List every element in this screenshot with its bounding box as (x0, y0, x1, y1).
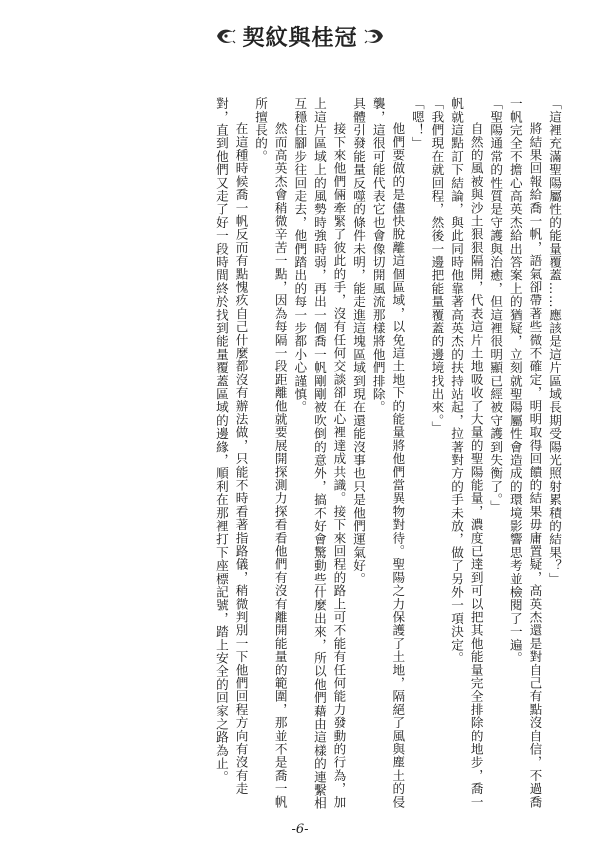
page-number: -6- (291, 822, 309, 837)
paragraph: 在這種時候喬一帆反而有點愧疚自己什麼都沒有辦法做，只能不時看著指路儀，稍微判別一下他們回程方向有沒有走對，直到他們又走了好一段時間終於找到能量覆蓋區域的邊緣，順利在那裡打下座標記號，踏上安全的回家之路為止。 (213, 97, 249, 796)
paragraph: 具體引發能量反噬的條件未明，能走進這塊區域到現在還能沒事也只是他們運氣好。 (351, 97, 367, 586)
book-title: 契紋與桂冠 (242, 24, 358, 51)
ornament-right-icon (364, 25, 386, 47)
header-title-group (214, 21, 385, 52)
paragraph: 「嗯！」 (409, 97, 425, 150)
page-header (0, 16, 600, 56)
page-body-text (211, 97, 564, 812)
paragraph: 然而高英杰會稍微辛苦一點，因為每隔一段距離他就要展開探測力探看看他們有沒有離開能量的範圍，那並不是喬一帆所擅長的。 (253, 97, 288, 809)
paragraph: 他們要做的是儘快脫離這個區域，以免這土地下的能量將他們當異物對待。聖陽之力保護了土地，隔絕了風與塵土的侵襲，這很可能代表它也會像切開風流那樣將他們排除。 (370, 97, 406, 809)
paragraph: 自然的風被與沙土狠狠隔開，代表這片土地吸收了大量的聖陽能量，濃度已達到可以把其他能量完全排除的地步，喬一帆就這點訂下結論，與此同時他靠著高英杰的扶持站起，拉著對方的手未放，做了另外一項決定。 (449, 97, 484, 809)
paragraph: 「這裡充滿聖陽屬性的能量覆蓋……應該是這片區域長期受陽光照射累積的結果？」 (547, 97, 562, 586)
paragraph: 「聖陽通常的性質是守護與治癒，但這裡很明顯已經被守護到失衡了。」 (488, 97, 504, 514)
paragraph: 將結果回報給喬一帆，語氣卻帶著些微不確定，明明取得回饋的結果毋庸置疑，高英杰還是對自己有點沒自信，不過喬一帆完全不擔心高英杰給出答案上的猶疑，立刻就聖陽屬性會造成的環境影響思考並檢閱了一遍。 (507, 97, 543, 809)
paragraph: 接下來他們倆牽緊了彼此的手，沒有任何交談卻在心裡達成共識。接下來回程的路上可不能有任何能力發動的行為，加上這片區域上的風勢時強時弱，再出一個喬一帆剛剛被吹倒的意外，搞不好會驚動些什麼出來，所以他們藉由這樣的連繫相互穩住腳步往回走去，他們踏出的每一步都小心謹慎。 (292, 97, 347, 810)
paragraph: 「我們現在就回程，然後一邊把能量覆蓋的邊境找出來。」 (429, 97, 445, 434)
ornament-left-icon (214, 25, 236, 47)
